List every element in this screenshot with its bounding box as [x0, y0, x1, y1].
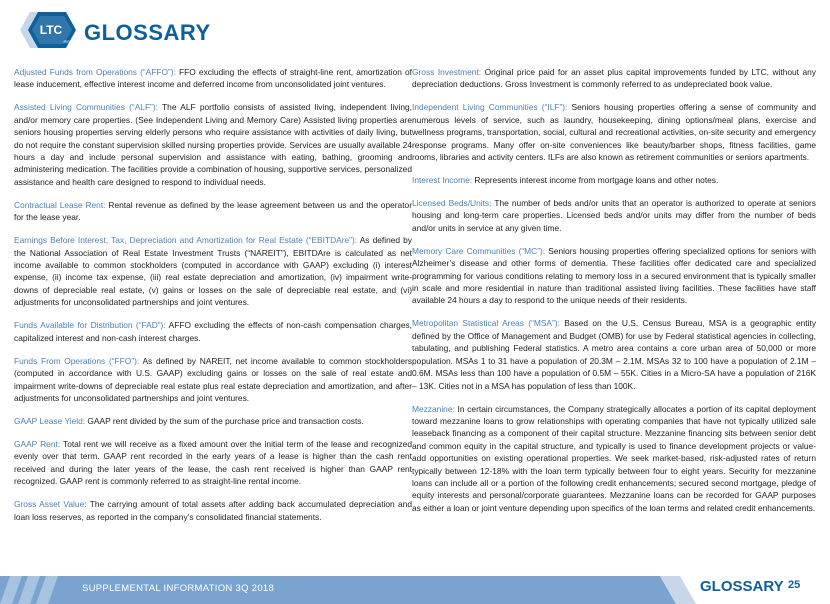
footer-title: GLOSSARY: [700, 578, 784, 595]
glossary-term: Licensed Beds/Units:: [412, 198, 492, 209]
glossary-entry: [14, 101, 412, 188]
glossary-term: Funds From Operations (“FFO”):: [14, 355, 140, 366]
glossary-definition: The number of beds and/or units that an operator is authorized to operate at seniors housing and long-term care properties. Licensed beds and/or units may differ from the number of beds and/or units in service at any given time.: [412, 198, 816, 233]
glossary-definition: FFO excluding the effects of straight-line rent, amortization of lease inducement, effective interest income and deferred income from unconsolidated joint ventures.: [14, 67, 412, 90]
glossary-term: Memory Care Communities (“MC”):: [412, 245, 546, 256]
page-footer: [0, 566, 830, 604]
glossary-entry: [14, 498, 412, 523]
glossary-definition: AFFO excluding the effects of non-cash compensation charges, capitalized interest and non-cash interest charges.: [14, 320, 412, 343]
glossary-definition: In certain circumstances, the Company strategically allocates a portion of its capital deployment toward mezzanine loans to grow relationships with operating companies that have not typically utilized sale leaseback financing as a component of their capital structure. Mezzanine financing sits between senior debt and common equity in the capital structure, and typically is used to finance development projects or value-add opportunities on existing operational properties. We seek market-based, risk-adjusted rates of return typically between 12-18% with the loan term typically between four to eight years. Security for mezzanine loans can include all or a portion of the following credit enhancements; secured second mortgage, pledge of equity interests and personal/corporate guarantees. Mezzanine loans can be recorded for GAAP purposes as either a loan or joint venture depending upon specifics of the loan terms and related credit enhancements.: [412, 403, 816, 513]
glossary-entry: [412, 174, 816, 186]
glossary-entry: [14, 66, 412, 91]
glossary-definition: The ALF portfolio consists of assisted living, independent living, and/or memory care properties. (See Independent Living and Memory Care) Assisted living properties are seniors housing properties serving elderly persons who require assistance with activities of daily living, but do not require the constant supervision skilled nursing properties provide. Services are usually available 24 hours a day and include personal supervision and assistance with eating, bathing, grooming and administering medication. The facilities provide a combination of housing, supportive services, personalized assistance and health care designed to respond to individual needs.: [14, 102, 412, 187]
glossary-term: Gross Investment:: [412, 67, 482, 77]
glossary-definition: Total rent we will receive as a fixed amount over the initial term of the lease and recognized evenly over that term. GAAP rent recorded in the early years of a lease is higher than the cash rent received and during the later years of the lease, the cash rent received is higher than GAAP rent recognized. GAAP rent is commonly referred to as straight-line rental income.: [14, 438, 413, 487]
glossary-definition: Original price paid for an asset plus capital improvements funded by LTC, without any depreciation deductions. Gross Investment is commonly referred to as undepreciated book value.: [412, 67, 816, 90]
glossary-term: Metropolitan Statistical Areas (“MSA”):: [412, 318, 560, 329]
glossary-entry: [14, 355, 412, 405]
glossary-entry: [412, 317, 816, 391]
ltc-logo: [18, 10, 76, 50]
glossary-term: Adjusted Funds from Operations (“AFFO”):: [14, 67, 176, 77]
glossary-definition: As defined by NAREIT, net income available to common stockholders (computed in accordance with U.S. GAAP) excluding gains or losses on the sale of real estate and impairment write-downs of depreciable real estate plus real estate depreciation and amortization, and after adjustments for unconsolidated partnerships and joint ventures.: [14, 355, 412, 403]
glossary-term: Mezzanine:: [412, 403, 455, 414]
glossary-entry: [14, 415, 412, 427]
glossary-entry: [14, 199, 412, 224]
glossary-entry: [14, 319, 412, 344]
glossary-definition: The carrying amount of total assets after adding back accumulated depreciation and loan loss reserves, as reported in the company’s consolidated financial statements.: [14, 499, 412, 522]
page-title: GLOSSARY: [84, 20, 211, 45]
glossary-definition: Seniors housing properties offering a sense of community and numerous levels of service, such as laundry, housekeeping, dining options/meal plans, exercise and wellness programs, transportation, social, cultural and recreational activities, on-site security and emergency response programs. Many offer on-site conveniences like beauty/barber shops, fitness facilities, game rooms, libraries and activity centers. ILFs are also known as retirement communities or seniors apartments.: [412, 102, 817, 163]
glossary-term: Funds Available for Distribution (“FAD”):: [14, 320, 166, 331]
glossary-term: Earnings Before Interest, Tax, Depreciation and Amortization for Real Estate (“EBITDAre”):: [14, 235, 358, 246]
page-number: 25: [788, 579, 801, 591]
glossary-right-column: [412, 66, 816, 525]
glossary-entry: [14, 234, 412, 308]
glossary-entry: [412, 197, 816, 234]
glossary-definition: Represents interest income from mortgage loans and other notes.: [472, 175, 719, 186]
glossary-entry: [412, 403, 816, 515]
footer-text: SUPPLEMENTAL INFORMATION 3Q 2018: [82, 583, 275, 594]
glossary-term: Interest Income:: [412, 175, 473, 186]
glossary-term: Independent Living Communities (“ILF”):: [412, 102, 568, 113]
glossary-definition: GAAP rent divided by the sum of the purchase price and transaction costs.: [85, 415, 364, 426]
logo-text: LTC: [39, 23, 63, 37]
glossary-term: Gross Asset Value:: [14, 499, 87, 510]
glossary-entry: [412, 245, 816, 307]
glossary-left-column: [14, 66, 412, 534]
glossary-term: GAAP Rent:: [14, 438, 61, 449]
glossary-definition: Rental revenue as defined by the lease agreement between us and the operator for the lease year.: [14, 199, 412, 223]
glossary-term: Contractual Lease Rent:: [14, 199, 106, 210]
glossary-definition: Seniors housing properties offering specialized options for seniors with Alzheimer’s disease and other forms of dementia. These facilities offer dedicated care and specialized programming for various conditions relating to memory loss in a secured environment that is typically smaller in scale and more residential in nature than traditional assisted living facilities. These facilities have staff available 24 hours a day to respond to the unique needs of their residents.: [412, 245, 816, 306]
glossary-entry: [14, 438, 412, 488]
glossary-entry: [412, 101, 816, 163]
glossary-term: Assisted Living Communities (“ALF”):: [14, 102, 158, 113]
glossary-term: GAAP Lease Yield:: [14, 415, 86, 426]
logo-subtext: REIT: [63, 39, 73, 44]
glossary-definition: As defined by the National Association of Real Estate Investment Trusts (“NAREIT”), EBITDAre is calculated as net income available to common stockholders (computed in accordance with GAAP) excluding (i) interest expense, (ii) income tax expense, (iii) real estate depreciation and amortization, (iv) impairment write-downs of depreciable real estate, (v) gains or losses on the sale of depreciable real estate, and (vi) adjustments for unconsolidated partnerships and joint ventures.: [14, 235, 412, 308]
page-header: [0, 0, 830, 60]
glossary-definition: Based on the U.S. Census Bureau, MSA is a geographic entity defined by the Office of Management and Budget (OMB) for use by Federal statistical agencies in collecting, tabulating, and publishing Federal statistics. A metro area contains a core urban area of 50,000 or more population. MSAs 1 to 31 have a population of 20.3M – 2.1M. MSAs 32 to 100 have a population of 2.1M – 0.6M. MSAs less than 100 have a population of 0.5M – 55K. Cities in a Micro-SA have a population of 216K – 13K. Cities not in a MSA has population of less than 100K.: [412, 318, 817, 391]
glossary-entry: [412, 66, 816, 91]
